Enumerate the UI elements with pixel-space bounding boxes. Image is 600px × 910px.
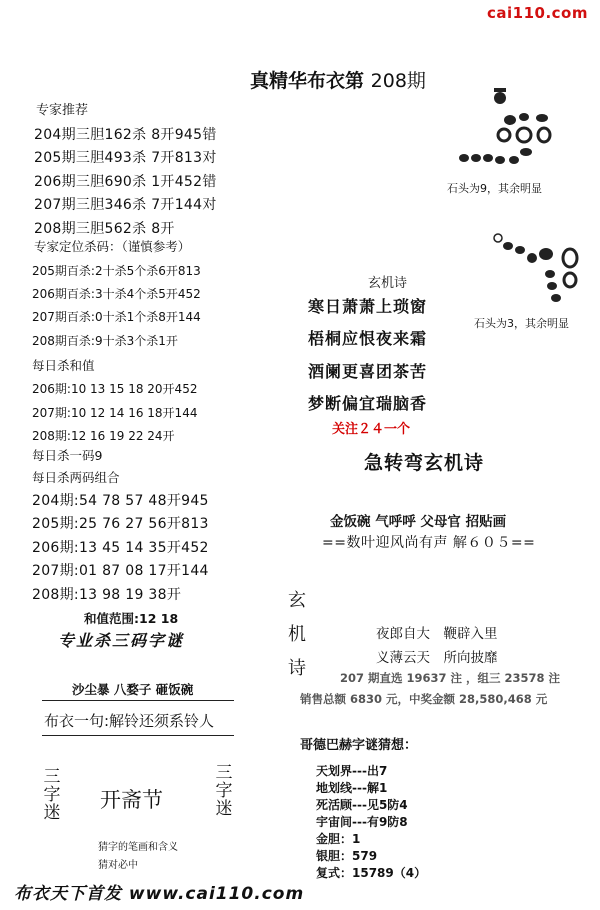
page-title <box>250 66 426 93</box>
expert-list <box>34 124 217 241</box>
poem-line: 酒阑更喜团茶苦 <box>308 362 428 381</box>
stones-diagram-1 <box>450 80 570 180</box>
list-item: 天划界---出7 <box>316 764 388 778</box>
title-issue: 208期 <box>370 70 426 92</box>
list-item: 206期:10 13 15 18 20开452 <box>32 382 198 396</box>
list-item: 205期三胆493杀 7开813对 <box>34 150 217 167</box>
poem-line: 梦断偏宜瑞脑香 <box>308 394 428 413</box>
list-item: 复式：15789（4） <box>316 866 427 880</box>
list-item: 银胆：579 <box>316 849 378 863</box>
expert-section <box>36 100 88 123</box>
sales-line: 销售总额 6830 元，中奖金额 28,580,468 元 <box>300 692 548 706</box>
list-item: 208期:12 16 19 22 24开 <box>32 429 175 443</box>
dingwei-list <box>32 260 201 353</box>
right-vertical-label: 三字迷 <box>215 763 233 819</box>
sanma-heading: 专业杀三码字谜 <box>58 631 185 650</box>
hezhi-heading: 每日杀和值 <box>32 358 95 373</box>
list-item: 207期三胆346杀 7开144对 <box>34 197 217 214</box>
list-item: 死活顾---见5防4 <box>316 798 408 812</box>
title-main: 真精华布衣第 <box>250 70 365 92</box>
list-item: 地划线---解1 <box>316 781 388 795</box>
sales-line: 207 期直选 19637 注 ，组三 23578 注 <box>340 671 561 685</box>
liangma-list <box>32 490 209 607</box>
poem-line: 寒日萧萧上琐窗 <box>308 297 428 316</box>
list-item: 204期:54 78 57 48开945 <box>32 493 209 509</box>
list-item: 207期:10 12 14 16 18开144 <box>32 405 198 420</box>
xuanji-heading: 玄机诗 <box>368 276 408 291</box>
riddle-line: 夜郎自大 鞭辟入里 <box>376 626 498 642</box>
list-item: 205期:25 76 27 56开813 <box>32 516 209 533</box>
stones-diagram-2 <box>486 228 596 308</box>
list-item: 208期:13 98 19 38开 <box>32 586 182 603</box>
hint-line: 猜对必中 <box>98 860 138 871</box>
list-item: 206期三胆690杀 1开452错 <box>34 173 217 190</box>
list-item: 宇宙间---有9防8 <box>316 815 408 829</box>
riddle-line: 义薄云天 所向披靡 <box>376 650 498 666</box>
list-item: 204期三胆162杀 8开945错 <box>34 127 217 143</box>
stones-caption-1: 石头为9，其余明显 <box>447 182 542 195</box>
hezhi-list <box>32 378 197 449</box>
xuanji-big-title: 急转弯玄机诗 <box>364 452 485 474</box>
brand-logo: cai110.com <box>487 4 588 22</box>
list-item: 206期百杀:3十杀4个杀5开452 <box>32 287 201 302</box>
xuanji-note: 关注２４一个 <box>332 422 411 437</box>
center-riddle: 开斋节 <box>100 788 163 812</box>
poem-line: 梧桐应恨夜来霜 <box>308 329 428 348</box>
dingwei-heading: 专家定位杀码：（谨慎参考） <box>34 239 191 254</box>
left-vertical-label: 三字迷 <box>43 767 61 823</box>
hezhi-range: 和值范围:12 18 <box>84 611 179 626</box>
divider <box>42 735 234 736</box>
list-item: 208期百杀:9十杀3个杀1开 <box>32 333 178 348</box>
footer-banner: 布衣天下首发 www.cai110.com <box>14 884 305 904</box>
list-item: 207期百杀:0十杀1个杀8开144 <box>32 310 201 325</box>
goethe-heading: 哥德巴赫字谜猜想： <box>300 738 418 753</box>
list-item: 205期百杀:2十杀5个杀6开813 <box>32 264 201 278</box>
stones-caption-2: 石头为3，其余明显 <box>474 317 569 330</box>
list-item: 金胆：1 <box>316 832 361 846</box>
jinfan-line: 金饭碗 气呼呼 父母官 招贴画 <box>330 514 507 530</box>
list-item: 207期:01 87 08 17开144 <box>32 563 209 580</box>
liangma-heading: 每日杀两码组合 <box>32 470 120 485</box>
divider <box>42 700 234 701</box>
yima-line: 每日杀一码9 <box>32 448 103 463</box>
sanma-words: 沙尘暴 八婺子 砸饭碗 <box>72 682 194 697</box>
expert-heading: 专家推荐 <box>36 103 89 118</box>
vertical-char: 机 <box>288 624 306 645</box>
vertical-char: 玄 <box>288 590 306 611</box>
hint-line: 猜字的笔画和含义 <box>98 842 178 853</box>
vertical-char: 诗 <box>288 658 306 679</box>
list-item: 208期三胆562杀 8开 <box>34 220 175 237</box>
goethe-list <box>316 763 426 882</box>
list-item: 206期:13 45 14 35开452 <box>32 539 209 556</box>
buyi-line: 布衣一句:解铃还须系铃人 <box>44 712 215 730</box>
jinfan-answer: ==数叶迎风尚有声 解６０５== <box>322 535 536 551</box>
